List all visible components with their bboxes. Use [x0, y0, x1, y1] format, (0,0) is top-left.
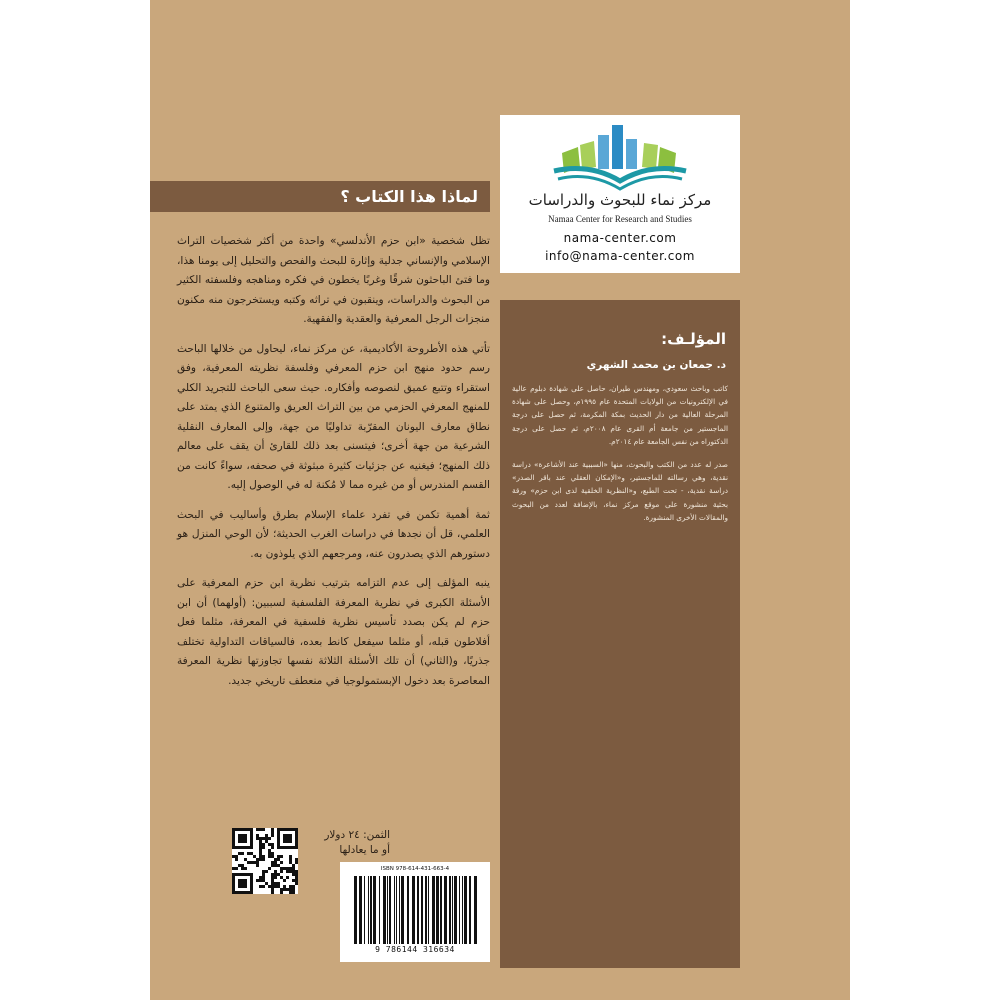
publisher-logo-card [500, 115, 740, 273]
qr-code-icon [232, 828, 298, 894]
author-bio [512, 382, 728, 534]
price-label [310, 828, 390, 858]
section-title-bar [150, 181, 490, 212]
isbn-barcode [340, 862, 490, 962]
open-book-logo-icon [550, 123, 690, 191]
book-description [177, 232, 490, 701]
section-title: لماذا هذا الكتاب ؟ [340, 187, 478, 206]
publisher-name-arabic: مركز نماء للبحوث والدراسات [528, 191, 712, 209]
publisher-email: info@nama-center.com [545, 249, 695, 263]
description-paragraph: ينبه المؤلف إلى عدم التزامه بترتيب نظرية ابن حزم المعرفية على الأسئلة الكبرى في نظرية المعرفة الفلسفية لسببين: (أولهما) أن ابن حزم لم يكن بصدد تأسيس نظرية فلسفية في المعرفة، مثلما فعل أفلاطون قبله، أو مثلما سيفعل كانط بعده، فالسياقات التداولية تختلف جذريًا، و(الثاني) أن تلك الأسئلة الثلاثة نفسها تجاوزتها نظرية المعرفة المعاصرة بعد دخول الإبستمولوجيا في منعطف تاريخي جديد. [177, 577, 490, 687]
price-line: الثمن: ٢٤ دولار [324, 829, 390, 841]
description-paragraph: ثمة أهمية تكمن في تفرد علماء الإسلام بطرق وأساليب في البحث العلمي، قل أن نجدها في دراسات الغرب الحديثة؛ لأن الوحي المنزل هو دستورهم الذي يصدرون عنه، ومرجعهم الذي يلوذون به. [177, 508, 490, 560]
qr-code [232, 828, 298, 894]
barcode-icon [350, 876, 480, 944]
author-name: د. جمعان بن محمد الشهري [586, 359, 726, 371]
isbn-number: 9 786144 316634 [375, 945, 455, 954]
author-bio-paragraph: كاتب وباحث سعودي، ومهندس طيران، حاصل على شهادة دبلوم عالية في الإلكترونيات من الولايات المتحدة عام ١٩٩٥م، وحصل على شهادة المرحلة العالية من دار الحديث بمكة المكرمة، ثم حصل على درجة الماجستير من جامعة أم القرى عام ٢٠٠٨م، ثم حصل على درجة الدكتوراه من نفس الجامعة عام ٢٠١٤م. [512, 384, 728, 446]
author-bio-paragraph: صدر له عدد من الكتب والبحوث، منها «السببية عند الأشاعرة» دراسة نقدية، وهي رسالته للماجستير، و«الإمكان العقلي عند باقر الصدر» دراسة نقدية، - تحت الطبع، و«النظرية الخلقية لدى ابن حزم» ورقة بحثية منشورة على موقع مركز نماء، بالإضافة لعدد من البحوث والمقالات الأخرى المنشورة. [512, 460, 728, 522]
publisher-name-english: Namaa Center for Research and Studies [548, 214, 692, 224]
isbn-label: ISBN 978-614-431-663-4 [380, 866, 450, 872]
author-panel [500, 300, 740, 968]
description-paragraph: تظل شخصية «ابن حزم الأندلسي» واحدة من أكثر شخصيات التراث الإسلامي والإنساني جدلية وإثارة للبحث والفحص والتحليل إلى يومنا هذا، وما فتئ الباحثون شرقًا وغربًا يخطون في فكره ومناهجه وفلسفته الكثير من البحوث والدراسات، وينقبون في تراثه وكتبه ويستخرجون منه مكنون منجزات الرجل المعرفية والعقدية والفقهية. [177, 235, 490, 325]
publisher-website: nama-center.com [563, 231, 677, 245]
author-heading: المؤلـف: [661, 330, 726, 348]
price-equivalent: أو ما يعادلها [339, 844, 390, 856]
description-paragraph: تأتي هذه الأطروحة الأكاديمية، عن مركز نماء، ليحاول من خلالها الباحث رسم حدود منهج ابن حزم المعرفي وفلسفة نظريته المعرفية، وفق استقراء وتتبع عميق لنصوصه وأفكاره. حيث سعى الباحث للتجريد الكلي للمنهج المعرفي الحزمي من بين التراث العريق والمتنوع الذي يمتد على نطاق معارف اليونان المقرّبة تداوليًا من جهة، وإلى المعارف النقلية الشرعية من جهة أخرى؛ فيتسنى بعد ذلك للقارئ أن يقف على معالم ذلك المنهج؛ فيغنيه عن جزئيات كثيرة مبثوثة في صحفه، سواءً كانت من القسم المندرس أو من غيره مما لا مُكنة له في الوصول إليه. [177, 342, 490, 491]
